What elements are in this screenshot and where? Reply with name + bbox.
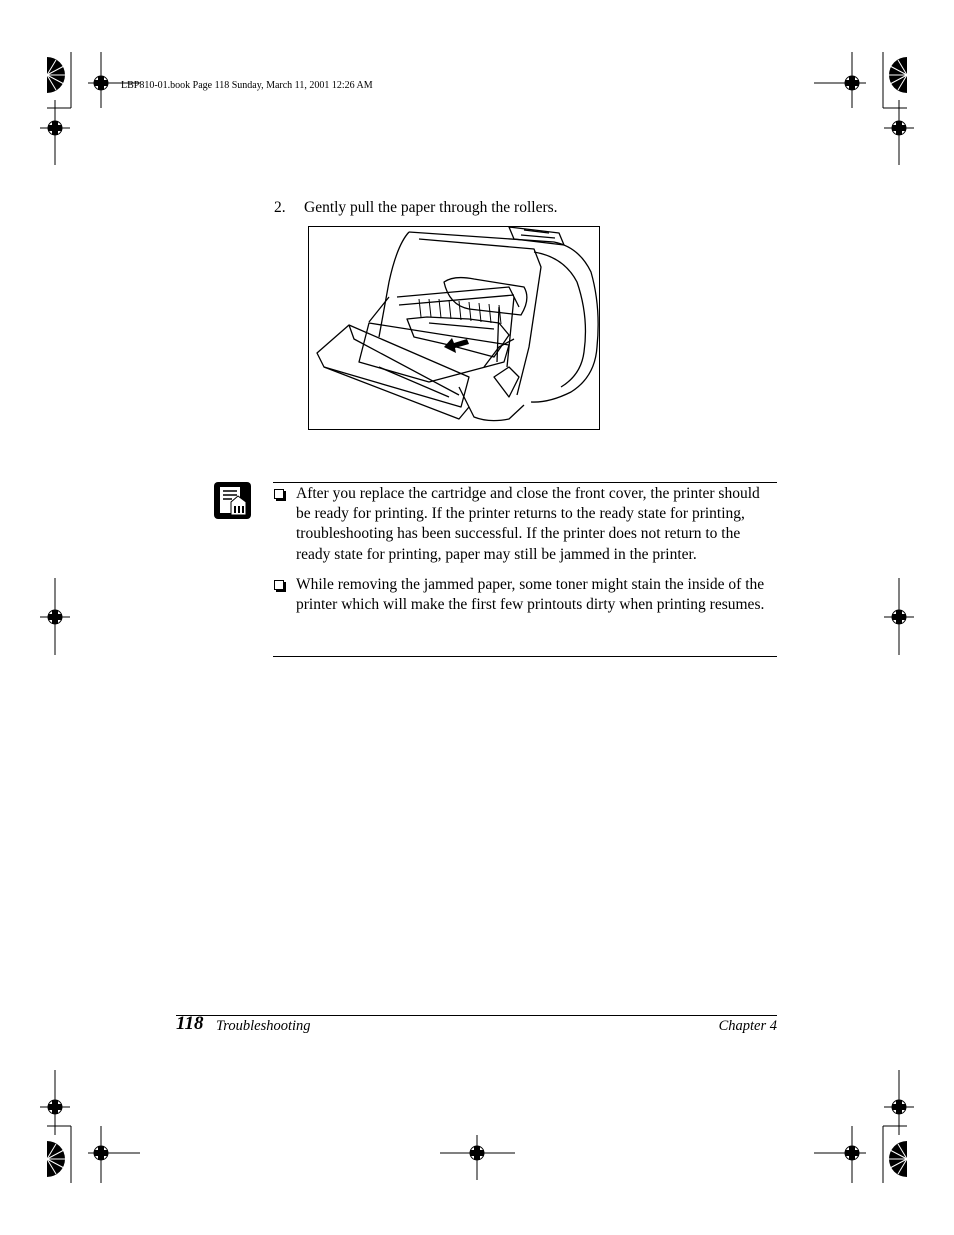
printer-paper-removal-illustration bbox=[309, 227, 599, 429]
checkbox-bullet-icon bbox=[274, 580, 284, 590]
footer-chapter: Chapter 4 bbox=[718, 1018, 777, 1034]
note-item-text: While removing the jammed paper, some toner might stain the inside of the printer which will make the first few printouts dirty when printing resumes. bbox=[296, 575, 765, 614]
note-list bbox=[273, 484, 777, 625]
step-number: 2. bbox=[274, 199, 286, 216]
note-icon bbox=[214, 482, 251, 519]
print-header-stamp: LBP810-01.book Page 118 Sunday, March 11, 2001 12:26 AM bbox=[121, 80, 373, 91]
note-item bbox=[273, 575, 777, 615]
note-bottom-rule bbox=[273, 656, 777, 657]
page-number: 118 bbox=[176, 1013, 204, 1034]
step-text: Gently pull the paper through the rollers. bbox=[304, 199, 558, 216]
note-top-rule bbox=[273, 482, 777, 483]
footer-rule bbox=[176, 1015, 777, 1016]
footer-section: Troubleshooting bbox=[216, 1018, 311, 1034]
note-item bbox=[273, 484, 777, 565]
printer-illustration bbox=[308, 226, 600, 430]
note-item-text: After you replace the cartridge and close the front cover, the printer should be ready for printing. If the printer returns to the ready state for printing, troubleshooting has been successful. If the printer does not return to the ready state for printing, paper may still be jammed in the printer. bbox=[296, 485, 760, 563]
step-2 bbox=[274, 199, 558, 217]
checkbox-bullet-icon bbox=[274, 489, 284, 499]
